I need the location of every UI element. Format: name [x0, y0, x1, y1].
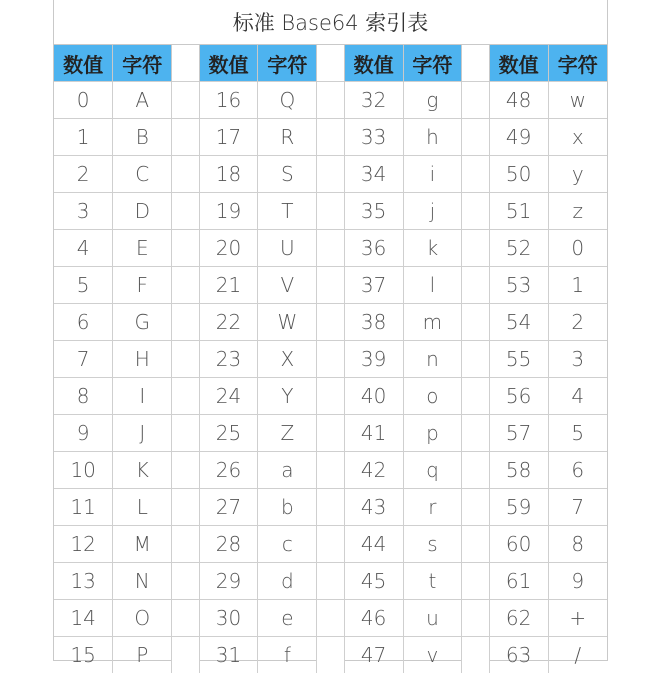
column-gap — [172, 193, 199, 230]
char-cell: / — [548, 637, 607, 674]
header-value: 数值 — [344, 45, 403, 82]
base64-index-table — [53, 0, 608, 667]
char-cell: m — [403, 304, 462, 341]
value-cell: 9 — [54, 415, 113, 452]
column-gap — [462, 341, 489, 378]
value-cell: 25 — [199, 415, 258, 452]
char-cell: H — [113, 341, 172, 378]
char-cell: I — [113, 378, 172, 415]
char-cell: F — [113, 267, 172, 304]
value-cell: 43 — [344, 489, 403, 526]
char-cell: 5 — [548, 415, 607, 452]
value-cell: 45 — [344, 563, 403, 600]
char-cell: h — [403, 119, 462, 156]
column-gap — [317, 156, 344, 193]
char-cell: X — [258, 341, 317, 378]
column-gap — [462, 304, 489, 341]
value-cell: 18 — [199, 156, 258, 193]
char-cell: P — [113, 637, 172, 674]
value-cell: 24 — [199, 378, 258, 415]
value-cell: 62 — [489, 600, 548, 637]
column-gap — [317, 45, 344, 82]
value-cell: 19 — [199, 193, 258, 230]
char-cell: T — [258, 193, 317, 230]
char-cell: g — [403, 82, 462, 119]
char-cell: y — [548, 156, 607, 193]
table-row — [54, 119, 607, 156]
column-gap — [462, 378, 489, 415]
value-cell: 32 — [344, 82, 403, 119]
column-gap — [462, 415, 489, 452]
char-cell: 6 — [548, 452, 607, 489]
char-cell: x — [548, 119, 607, 156]
column-gap — [317, 119, 344, 156]
table-row — [54, 526, 607, 563]
table-row — [54, 415, 607, 452]
value-cell: 5 — [54, 267, 113, 304]
value-cell: 7 — [54, 341, 113, 378]
char-cell: Z — [258, 415, 317, 452]
header-char: 字符 — [113, 45, 172, 82]
column-gap — [462, 267, 489, 304]
char-cell: B — [113, 119, 172, 156]
value-cell: 33 — [344, 119, 403, 156]
value-cell: 1 — [54, 119, 113, 156]
char-cell: e — [258, 600, 317, 637]
table-row — [54, 341, 607, 378]
value-cell: 34 — [344, 156, 403, 193]
table-row — [54, 600, 607, 637]
char-cell: G — [113, 304, 172, 341]
char-cell: w — [548, 82, 607, 119]
column-gap — [317, 267, 344, 304]
value-cell: 12 — [54, 526, 113, 563]
char-cell: W — [258, 304, 317, 341]
char-cell: k — [403, 230, 462, 267]
value-cell: 27 — [199, 489, 258, 526]
char-cell: c — [258, 526, 317, 563]
column-gap — [172, 563, 199, 600]
value-cell: 15 — [54, 637, 113, 674]
value-cell: 52 — [489, 230, 548, 267]
column-gap — [317, 230, 344, 267]
value-cell: 38 — [344, 304, 403, 341]
column-gap — [172, 82, 199, 119]
char-cell: 3 — [548, 341, 607, 378]
char-cell: i — [403, 156, 462, 193]
value-cell: 58 — [489, 452, 548, 489]
column-gap — [462, 600, 489, 637]
table-row — [54, 267, 607, 304]
column-gap — [317, 341, 344, 378]
value-cell: 57 — [489, 415, 548, 452]
header-value: 数值 — [54, 45, 113, 82]
value-cell: 59 — [489, 489, 548, 526]
char-cell: R — [258, 119, 317, 156]
column-gap — [317, 452, 344, 489]
value-cell: 31 — [199, 637, 258, 674]
char-cell: E — [113, 230, 172, 267]
value-cell: 49 — [489, 119, 548, 156]
table-row — [54, 563, 607, 600]
value-cell: 3 — [54, 193, 113, 230]
value-cell: 13 — [54, 563, 113, 600]
value-cell: 29 — [199, 563, 258, 600]
value-cell: 39 — [344, 341, 403, 378]
char-cell: A — [113, 82, 172, 119]
table-row — [54, 452, 607, 489]
column-gap — [317, 82, 344, 119]
char-cell: N — [113, 563, 172, 600]
column-gap — [462, 489, 489, 526]
column-gap — [172, 600, 199, 637]
value-cell: 35 — [344, 193, 403, 230]
value-cell: 51 — [489, 193, 548, 230]
index-grid — [54, 44, 607, 673]
table-row — [54, 304, 607, 341]
header-char: 字符 — [258, 45, 317, 82]
table-row — [54, 82, 607, 119]
table-row — [54, 156, 607, 193]
column-gap — [172, 489, 199, 526]
char-cell: n — [403, 341, 462, 378]
value-cell: 53 — [489, 267, 548, 304]
column-gap — [172, 156, 199, 193]
column-gap — [172, 526, 199, 563]
value-cell: 56 — [489, 378, 548, 415]
char-cell: S — [258, 156, 317, 193]
char-cell: Y — [258, 378, 317, 415]
column-gap — [317, 378, 344, 415]
table-row — [54, 378, 607, 415]
value-cell: 36 — [344, 230, 403, 267]
char-cell: 7 — [548, 489, 607, 526]
table-row — [54, 489, 607, 526]
value-cell: 17 — [199, 119, 258, 156]
column-gap — [172, 304, 199, 341]
char-cell: b — [258, 489, 317, 526]
value-cell: 44 — [344, 526, 403, 563]
value-cell: 60 — [489, 526, 548, 563]
value-cell: 63 — [489, 637, 548, 674]
value-cell: 40 — [344, 378, 403, 415]
column-gap — [172, 267, 199, 304]
table-row — [54, 193, 607, 230]
column-gap — [317, 637, 344, 674]
column-gap — [172, 341, 199, 378]
column-gap — [172, 45, 199, 82]
char-cell: j — [403, 193, 462, 230]
value-cell: 11 — [54, 489, 113, 526]
value-cell: 41 — [344, 415, 403, 452]
header-value: 数值 — [199, 45, 258, 82]
header-row — [54, 45, 607, 82]
column-gap — [462, 119, 489, 156]
char-cell: O — [113, 600, 172, 637]
char-cell: U — [258, 230, 317, 267]
char-cell: Q — [258, 82, 317, 119]
table-row — [54, 230, 607, 267]
value-cell: 6 — [54, 304, 113, 341]
column-gap — [317, 304, 344, 341]
column-gap — [172, 637, 199, 674]
column-gap — [172, 378, 199, 415]
char-cell: M — [113, 526, 172, 563]
char-cell: 4 — [548, 378, 607, 415]
char-cell: a — [258, 452, 317, 489]
column-gap — [172, 119, 199, 156]
value-cell: 20 — [199, 230, 258, 267]
char-cell: v — [403, 637, 462, 674]
column-gap — [462, 45, 489, 82]
value-cell: 30 — [199, 600, 258, 637]
char-cell: r — [403, 489, 462, 526]
char-cell: s — [403, 526, 462, 563]
value-cell: 37 — [344, 267, 403, 304]
char-cell: u — [403, 600, 462, 637]
char-cell: d — [258, 563, 317, 600]
value-cell: 55 — [489, 341, 548, 378]
value-cell: 16 — [199, 82, 258, 119]
char-cell: 9 — [548, 563, 607, 600]
char-cell: J — [113, 415, 172, 452]
value-cell: 26 — [199, 452, 258, 489]
column-gap — [462, 156, 489, 193]
char-cell: L — [113, 489, 172, 526]
column-gap — [317, 526, 344, 563]
char-cell: D — [113, 193, 172, 230]
value-cell: 28 — [199, 526, 258, 563]
char-cell: K — [113, 452, 172, 489]
char-cell: 8 — [548, 526, 607, 563]
char-cell: f — [258, 637, 317, 674]
value-cell: 14 — [54, 600, 113, 637]
header-value: 数值 — [489, 45, 548, 82]
column-gap — [172, 230, 199, 267]
header-char: 字符 — [403, 45, 462, 82]
table-title: 标准 Base64 索引表 — [232, 11, 429, 35]
column-gap — [317, 193, 344, 230]
column-gap — [317, 600, 344, 637]
value-cell: 8 — [54, 378, 113, 415]
char-cell: 2 — [548, 304, 607, 341]
value-cell: 21 — [199, 267, 258, 304]
value-cell: 46 — [344, 600, 403, 637]
column-gap — [462, 452, 489, 489]
value-cell: 61 — [489, 563, 548, 600]
value-cell: 50 — [489, 156, 548, 193]
char-cell: V — [258, 267, 317, 304]
char-cell: p — [403, 415, 462, 452]
value-cell: 10 — [54, 452, 113, 489]
value-cell: 4 — [54, 230, 113, 267]
char-cell: + — [548, 600, 607, 637]
value-cell: 42 — [344, 452, 403, 489]
column-gap — [317, 415, 344, 452]
value-cell: 0 — [54, 82, 113, 119]
column-gap — [172, 415, 199, 452]
value-cell: 23 — [199, 341, 258, 378]
value-cell: 22 — [199, 304, 258, 341]
value-cell: 2 — [54, 156, 113, 193]
char-cell: 0 — [548, 230, 607, 267]
column-gap — [462, 526, 489, 563]
column-gap — [462, 637, 489, 674]
char-cell: 1 — [548, 267, 607, 304]
column-gap — [317, 563, 344, 600]
column-gap — [172, 452, 199, 489]
char-cell: t — [403, 563, 462, 600]
column-gap — [317, 489, 344, 526]
column-gap — [462, 82, 489, 119]
char-cell: o — [403, 378, 462, 415]
char-cell: C — [113, 156, 172, 193]
value-cell: 54 — [489, 304, 548, 341]
value-cell: 47 — [344, 637, 403, 674]
char-cell: q — [403, 452, 462, 489]
char-cell: l — [403, 267, 462, 304]
column-gap — [462, 230, 489, 267]
value-cell: 48 — [489, 82, 548, 119]
column-gap — [462, 193, 489, 230]
char-cell: z — [548, 193, 607, 230]
table-row — [54, 637, 607, 674]
header-char: 字符 — [548, 45, 607, 82]
column-gap — [462, 563, 489, 600]
